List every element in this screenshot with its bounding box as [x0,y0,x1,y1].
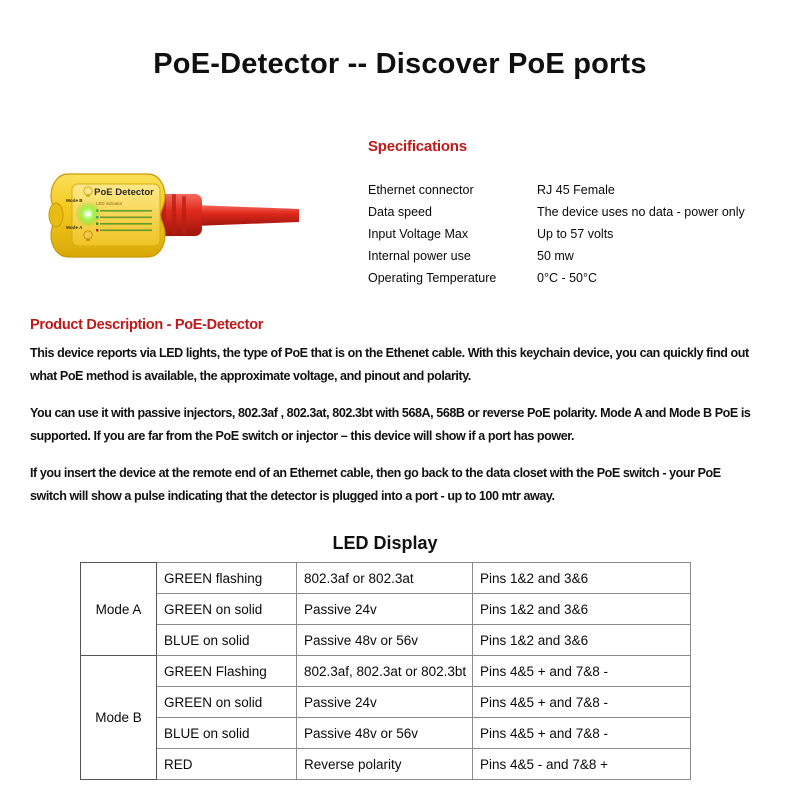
spec-value: RJ 45 Female [537,183,615,197]
device-title-text: PoE Detector [94,187,154,198]
pins-cell: Pins 1&2 and 3&6 [473,625,691,656]
product-description-heading: Product Description - PoE-Detector [30,317,264,333]
description-paragraph: You can use it with passive injectors, 802.3af , 802.3at, 802.3bt with 568A, 568B or reverse PoE polarity. Mode A and Mode B PoE is supported. If you are far from the PoE switch or injector – this device will show if a port has power. [30,405,751,443]
product-description-section [30,317,782,507]
description-paragraph: If you insert the device at the remote end of an Ethernet cable, then go back to the data closet with the PoE switch - your PoE switch will show a pulse indicating that the detector is plugged into a port - up to 100 mtr away. [30,465,721,503]
standard-cell: Passive 24v [297,687,473,718]
spec-value: 50 mw [537,249,574,263]
pins-cell: Pins 4&5 + and 7&8 - [473,718,691,749]
led-state-cell: GREEN on solid [157,594,297,625]
spec-row [368,245,788,267]
description-paragraph: This device reports via LED lights, the type of PoE that is on the Ethenet cable. With this keychain device, you can quickly find out what PoE method is available, the approximate voltage, and pinout and polarity. [30,345,749,383]
standard-cell: Passive 48v or 56v [297,625,473,656]
device-legend-title: LED indicator [96,201,123,206]
table-row [81,749,691,780]
led-state-cell: GREEN on solid [157,687,297,718]
spec-row [368,267,788,289]
standard-cell: Reverse polarity [297,749,473,780]
standard-cell: Passive 24v [297,594,473,625]
table-row [81,594,691,625]
led-display-table [80,562,691,780]
table-row [81,625,691,656]
keychain-loop [49,203,63,227]
specifications-heading: Specifications [368,138,467,155]
led-indicator-lit [75,201,101,227]
spec-row [368,201,788,223]
standard-cell: 802.3af or 802.3at [297,563,473,594]
table-row [81,687,691,718]
mode-group-label: Mode A [81,563,157,656]
spec-label: Data speed [368,205,432,219]
spec-value: 0°C - 50°C [537,271,598,285]
pins-cell: Pins 1&2 and 3&6 [473,563,691,594]
spec-label: Internal power use [368,249,471,263]
spec-value: The device uses no data - power only [537,205,745,219]
table-row [81,656,691,687]
led-state-cell: RED [157,749,297,780]
led-state-cell: GREEN flashing [157,563,297,594]
pins-cell: Pins 4&5 + and 7&8 - [473,687,691,718]
led-state-cell: GREEN Flashing [157,656,297,687]
device-mode-b-label: Mode B [66,198,83,203]
page-title: PoE-Detector -- Discover PoE ports [153,48,647,80]
spec-label: Input Voltage Max [368,227,469,241]
spec-value: Up to 57 volts [537,227,614,241]
pins-cell: Pins 1&2 and 3&6 [473,594,691,625]
device-mode-a-label: Mode A [66,225,83,230]
ethernet-cable [194,205,299,226]
pins-cell: Pins 4&5 - and 7&8 + [473,749,691,780]
spec-row [368,223,788,245]
table-row [81,563,691,594]
poe-detector-device-illustration [44,158,309,273]
table-row [81,718,691,749]
spec-label: Ethernet connector [368,183,474,197]
specifications-section [368,138,788,289]
led-state-cell: BLUE on solid [157,718,297,749]
led-state-cell: BLUE on solid [157,625,297,656]
pins-cell: Pins 4&5 + and 7&8 - [473,656,691,687]
led-display-heading: LED Display [332,533,438,553]
spec-label: Operating Temperature [368,271,497,285]
standard-cell: 802.3af, 802.3at or 802.3bt [297,656,473,687]
spec-row [368,179,788,201]
mode-group-label: Mode B [81,656,157,780]
product-photo [44,158,309,273]
standard-cell: Passive 48v or 56v [297,718,473,749]
